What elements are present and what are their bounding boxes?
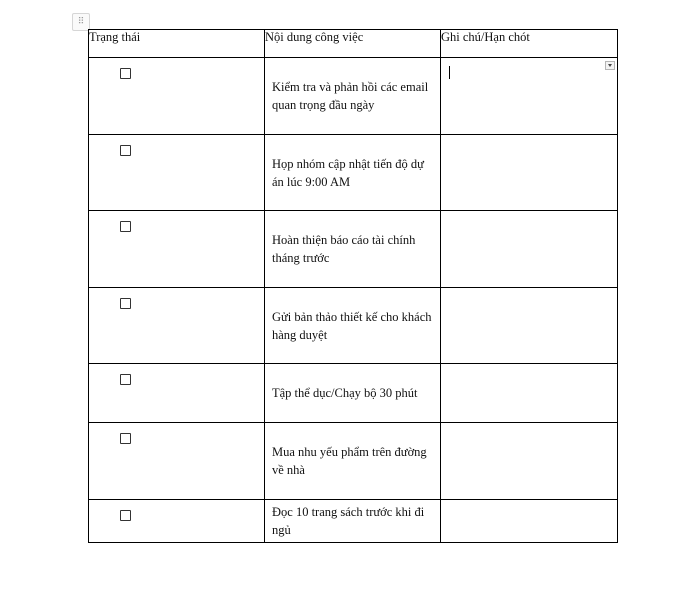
task-checkbox[interactable] (120, 510, 131, 521)
task-text: Tập thể dục/Chạy bộ 30 phút (272, 386, 418, 400)
note-cell[interactable] (441, 211, 618, 288)
table-row (89, 423, 618, 500)
status-cell (89, 500, 265, 543)
task-checkbox[interactable] (120, 68, 131, 79)
task-checkbox[interactable] (120, 145, 131, 156)
header-row (89, 30, 618, 58)
note-cell[interactable] (441, 423, 618, 500)
task-text: Đọc 10 trang sách trước khi đi ngủ (272, 505, 425, 537)
header-notes-deadline: Ghi chú/Hạn chót (441, 30, 618, 58)
task-checkbox[interactable] (120, 374, 131, 385)
status-cell (89, 423, 265, 500)
status-cell (89, 135, 265, 211)
task-cell[interactable] (265, 135, 441, 211)
note-cell[interactable] (441, 500, 618, 543)
task-cell[interactable] (265, 58, 441, 135)
table-row (89, 135, 618, 211)
note-cell[interactable] (441, 288, 618, 364)
chevron-down-icon[interactable] (605, 61, 615, 70)
note-cell[interactable] (441, 364, 618, 423)
table-row (89, 364, 618, 423)
header-task-content: Nội dung công việc (265, 30, 441, 58)
task-text: Kiểm tra và phản hồi các email quan trọng đầu ngày (272, 80, 429, 112)
status-cell (89, 211, 265, 288)
table-row (89, 288, 618, 364)
task-cell[interactable] (265, 288, 441, 364)
task-checkbox[interactable] (120, 221, 131, 232)
task-cell[interactable] (265, 211, 441, 288)
note-cell[interactable] (441, 135, 618, 211)
task-text: Gửi bản thảo thiết kế cho khách hàng duyệt (272, 309, 432, 342)
status-cell (89, 58, 265, 135)
task-text: Hoàn thiện báo cáo tài chính tháng trước (272, 233, 416, 265)
task-checkbox[interactable] (120, 298, 131, 309)
task-checkbox[interactable] (120, 433, 131, 444)
todo-table (88, 29, 618, 543)
drag-grip-icon: ⠿ (77, 16, 85, 27)
status-cell (89, 288, 265, 364)
task-text: Họp nhóm cập nhật tiến độ dự án lúc 9:00 AM (272, 156, 424, 189)
header-status: Trạng thái (89, 30, 265, 58)
table-row (89, 500, 618, 543)
table-row (89, 211, 618, 288)
table-row (89, 58, 618, 135)
text-cursor (449, 66, 450, 79)
task-cell[interactable] (265, 364, 441, 423)
note-cell[interactable] (441, 58, 618, 135)
task-text: Mua nhu yếu phẩm trên đường về nhà (272, 445, 427, 477)
task-cell[interactable] (265, 423, 441, 500)
status-cell (89, 364, 265, 423)
task-cell[interactable] (265, 500, 441, 543)
